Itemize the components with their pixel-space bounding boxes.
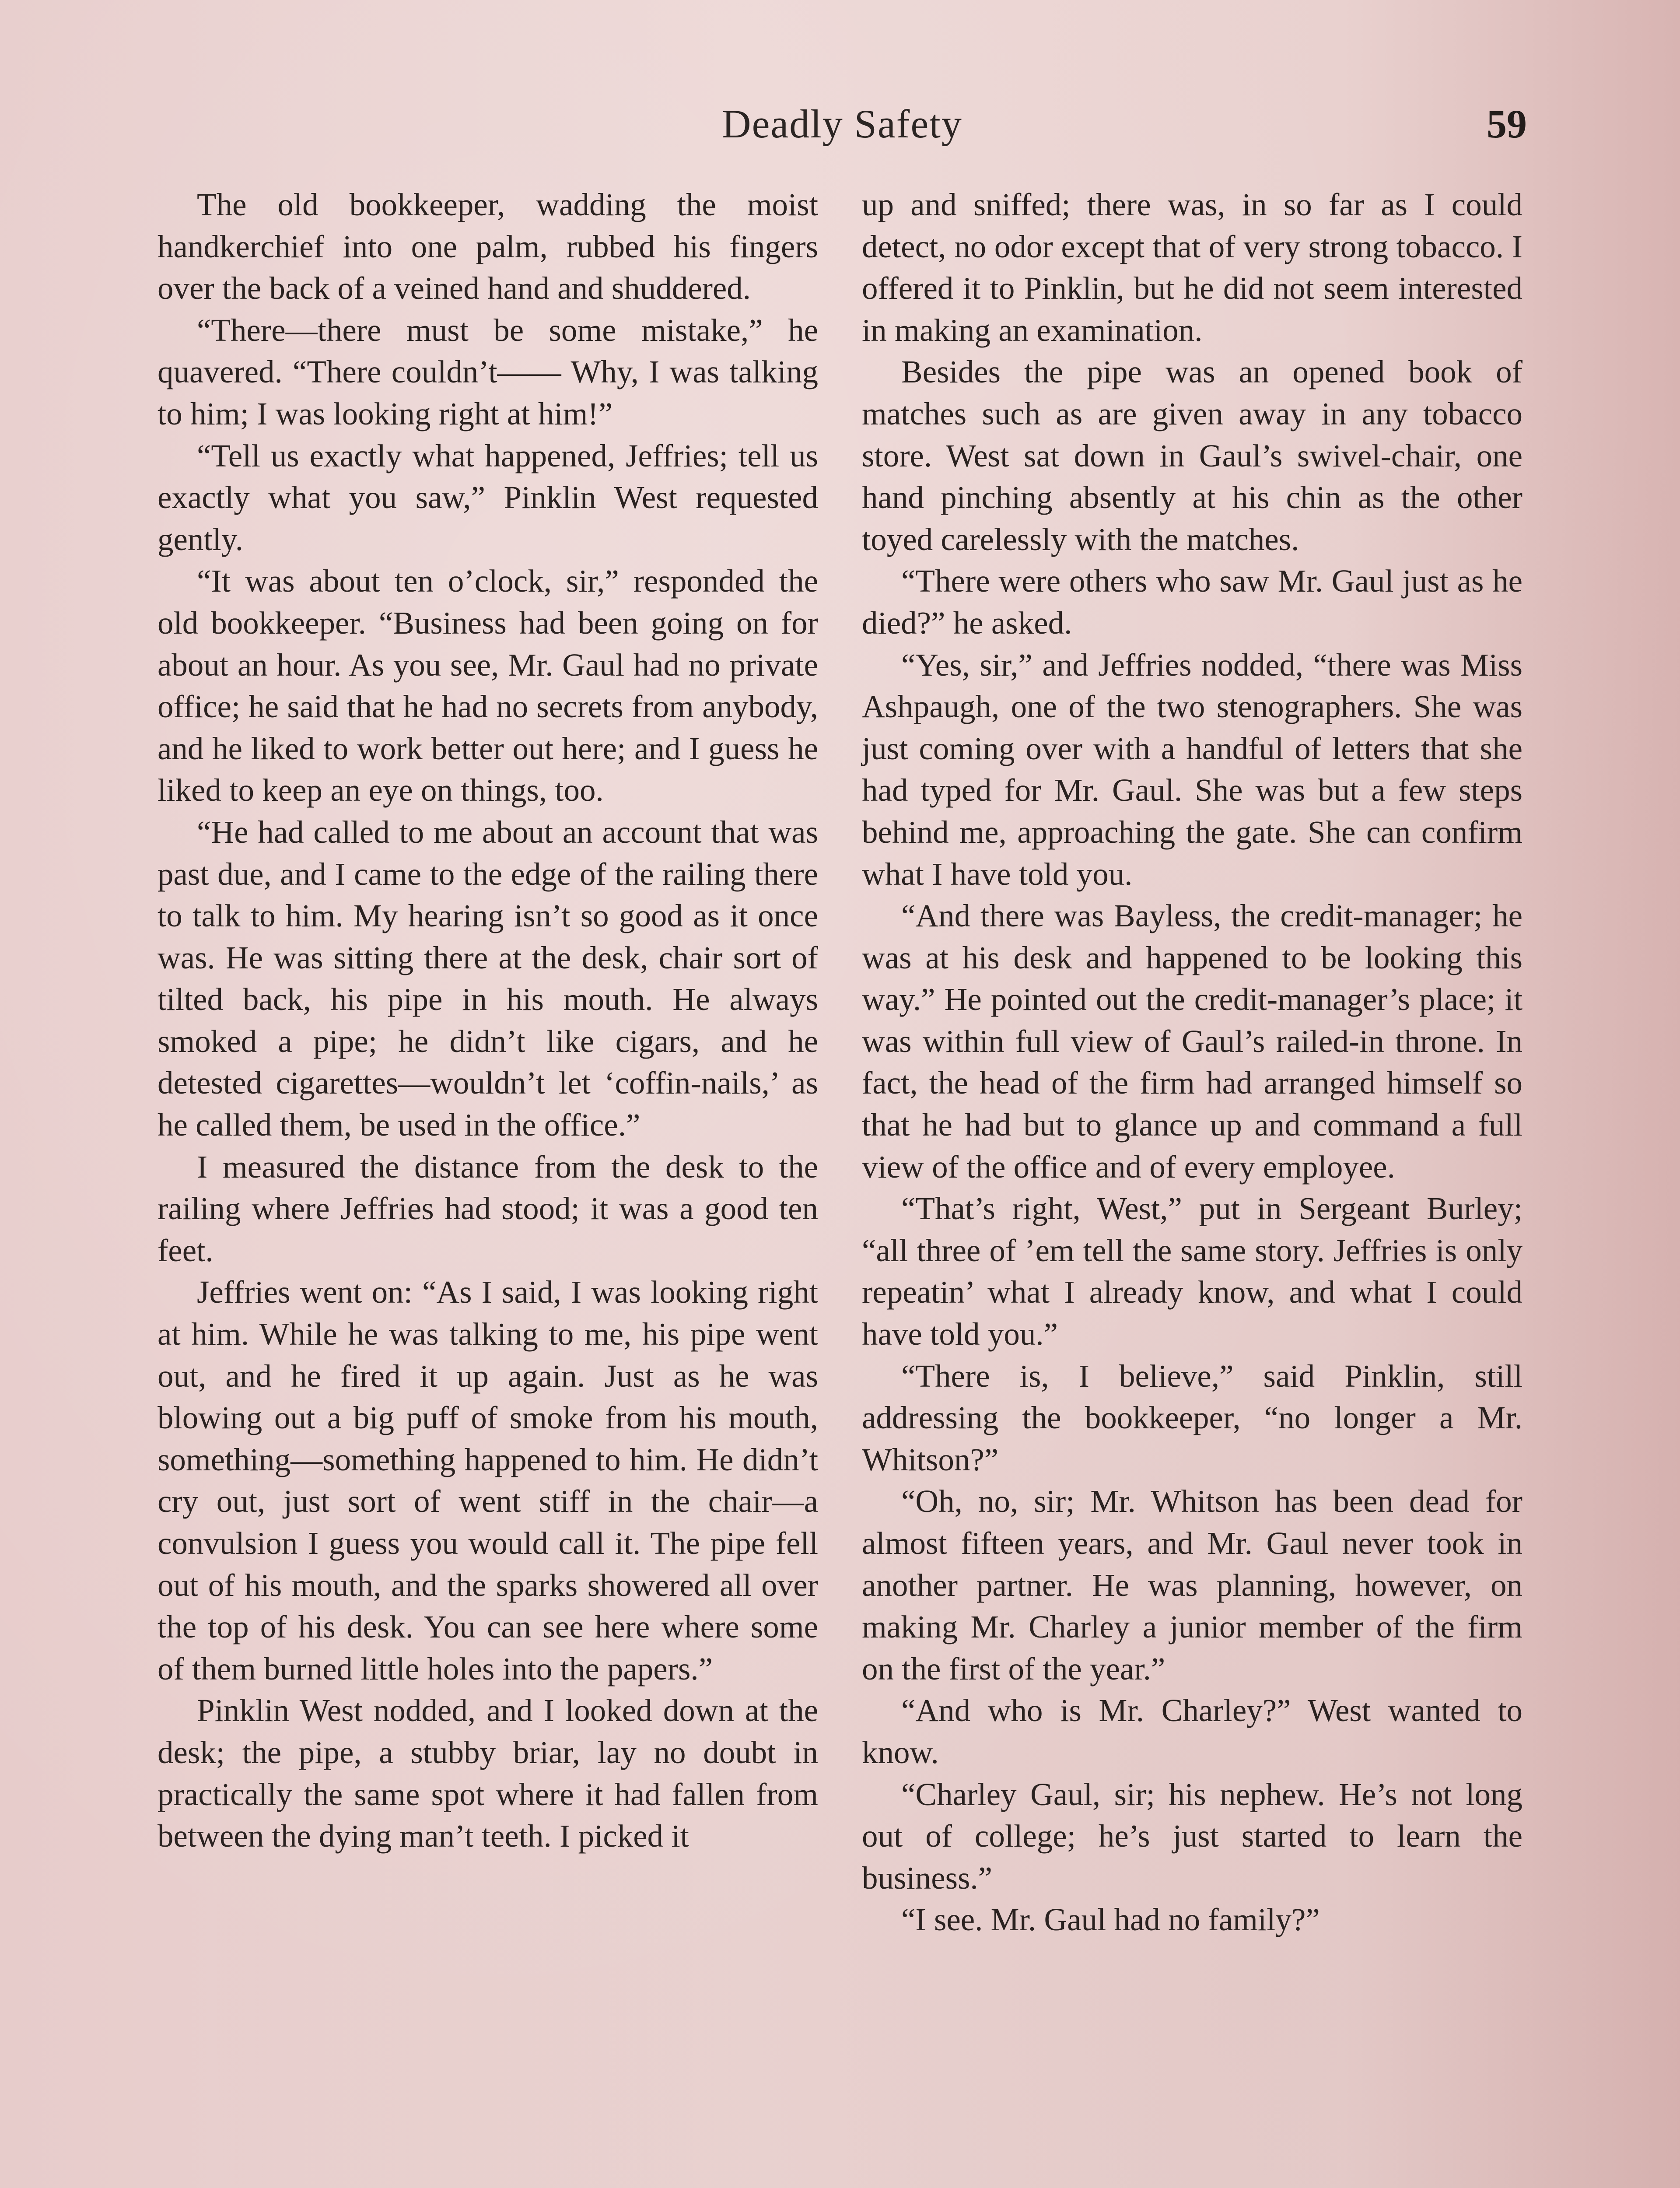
- paragraph: “Oh, no, sir; Mr. Whitson has been dead for almost fifteen years, and Mr. Gaul never took in another partner. He was planning, however, on making Mr. Charley a junior member of the firm on the first of the year.”: [862, 1483, 1522, 1687]
- paragraph: Pinklin West nodded, and I looked down at the desk; the pipe, a stubby briar, lay no doubt in practically the same spot where it had fallen from between the dying man’t teeth. I picked it: [158, 1693, 818, 1854]
- paragraph-continued: up and sniffed; there was, in so far as I could detect, no odor except that of very strong tobacco. I offered it to Pinklin, but he did not seem interested in making an examination.: [862, 187, 1522, 348]
- paragraph: “He had called to me about an account that was past due, and I came to the edge of the railing there to talk to him. My hearing isn’t so good as it once was. He was sitting there at the desk, chair sort of tilted back, his pipe in his mouth. He always smoked a pipe; he didn’t like cigars, and he detested cigarettes—wouldn’t let ‘coffin-nails,’ as he called them, be used in the office.”: [158, 814, 818, 1143]
- paragraph: “And there was Bayless, the credit-manager; he was at his desk and happened to be looking this way.” He pointed out the credit-manager’s place; it was within full view of Gaul’s railed-in throne. In fact, the head of the firm had arranged himself so that he had but to glance up and command a full view of the office and of every employee.: [862, 898, 1522, 1185]
- paragraph: “There were others who saw Mr. Gaul just as he died?” he asked.: [862, 563, 1522, 641]
- paragraph: I measured the distance from the desk to the railing where Jeffries had stood; it was a good ten feet.: [158, 1149, 818, 1268]
- paragraph: Besides the pipe was an opened book of matches such as are given away in any tobacco store. West sat down in Gaul’s swivel-chair, one hand pinching absently at his chin as the other toyed carelessly with the matches.: [862, 354, 1522, 557]
- page-number: 59: [1487, 102, 1527, 146]
- right-column: [862, 184, 1522, 1941]
- paragraph: “I see. Mr. Gaul had no family?”: [901, 1902, 1320, 1938]
- running-header: [158, 101, 1527, 162]
- paragraph: “Charley Gaul, sir; his nephew. He’s not long out of college; he’s just started to learn the business.”: [862, 1776, 1522, 1896]
- paragraph: “That’s right, West,” put in Sergeant Burley; “all three of ’em tell the same story. Jeffries is only repeatin’ what I already know, and what I could have told you.”: [862, 1191, 1522, 1352]
- paragraph: “Yes, sir,” and Jeffries nodded, “there was Miss Ashpaugh, one of the two stenographers. She was just coming over with a handful of letters that she had typed for Mr. Gaul. She was but a few steps behind me, approaching the gate. She can confirm what I have told you.: [862, 647, 1522, 892]
- left-column: [158, 184, 818, 1857]
- paragraph: “There is, I believe,” said Pinklin, still addressing the bookkeeper, “no longer a Mr. Whitson?”: [862, 1358, 1522, 1477]
- paragraph: The old bookkeeper, wadding the moist handkerchief into one palm, rubbed his fingers over the back of a veined hand and shuddered.: [158, 187, 818, 306]
- paragraph: “And who is Mr. Charley?” West wanted to know.: [862, 1693, 1522, 1770]
- paragraph: “Tell us exactly what happened, Jeffries; tell us exactly what you saw,” Pinklin West requested gently.: [158, 438, 818, 557]
- paragraph: “There—there must be some mistake,” he quavered. “There couldn’t—— Why, I was talking to him; I was looking right at him!”: [158, 312, 818, 431]
- paragraph: “It was about ten o’clock, sir,” responded the old bookkeeper. “Business had been going on for about an hour. As you see, Mr. Gaul had no private office; he said that he had no secrets from anybody, and he liked to work better out here; and I guess he liked to keep an eye on things, too.: [158, 563, 818, 808]
- paragraph: Jeffries went on: “As I said, I was looking right at him. While he was talking to me, his pipe went out, and he fired it up again. Just as he was blowing out a big puff of smoke from his mouth, something—something happened to him. He didn’t cry out, just sort of went stiff in the chair—a convulsion I guess you would call it. The pipe fell out of his mouth, and the sparks showered all over the top of his desk. You can see here where some of them burned little holes into the papers.”: [158, 1274, 818, 1687]
- page-title: Deadly Safety: [722, 102, 962, 146]
